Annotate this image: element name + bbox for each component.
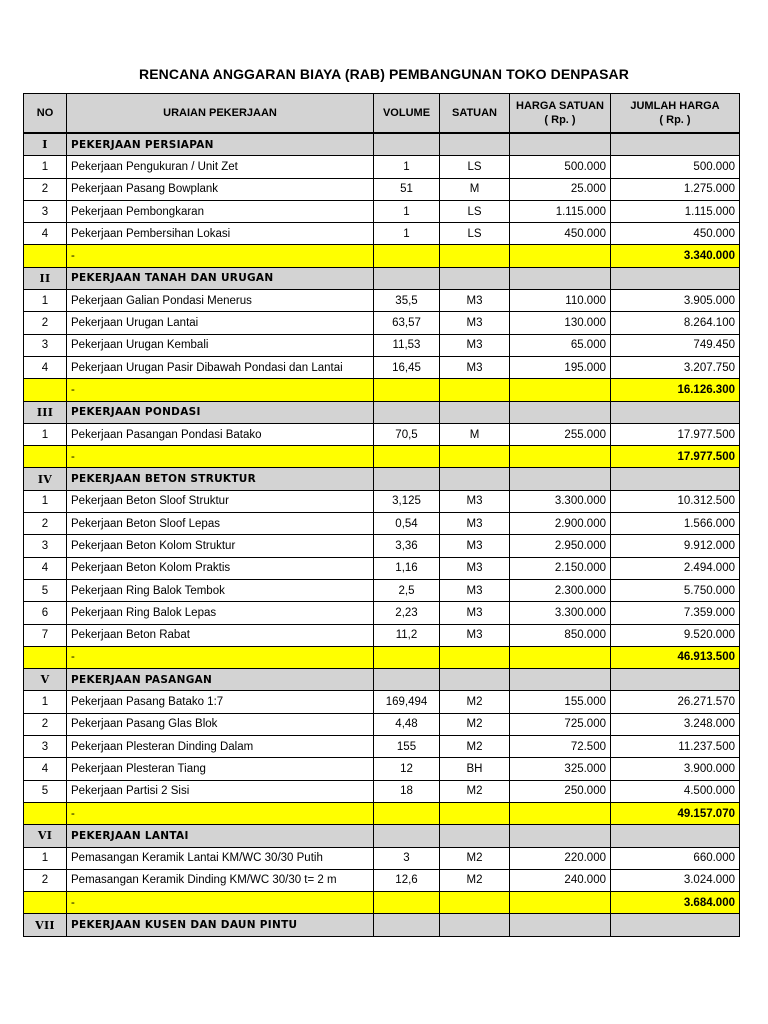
- section-title: PEKERJAAN BETON STRUKTUR: [67, 468, 374, 490]
- item-number: 3: [24, 535, 67, 557]
- item-volume: 12,6: [374, 869, 440, 891]
- table-row: [24, 624, 740, 646]
- section-jumlah-cell: [611, 669, 740, 691]
- section-title: PEKERJAAN LANTAI: [67, 825, 374, 847]
- section-harga-cell: [510, 669, 611, 691]
- item-unit-price: 240.000: [510, 869, 611, 891]
- table-row: [24, 490, 740, 512]
- subtotal-volume-cell: [374, 245, 440, 267]
- header-harga-satuan-label: HARGA SATUAN: [516, 100, 604, 112]
- subtotal-harga-cell: [510, 379, 611, 401]
- item-number: 1: [24, 156, 67, 178]
- item-unit-price: 130.000: [510, 312, 611, 334]
- subtotal-row: [24, 892, 740, 914]
- item-total-price: 3.905.000: [611, 290, 740, 312]
- item-unit-price: 850.000: [510, 624, 611, 646]
- header-no: NO: [24, 94, 67, 134]
- table-row: [24, 736, 740, 758]
- section-harga-cell: [510, 468, 611, 490]
- item-total-price: 450.000: [611, 223, 740, 245]
- section-satuan-cell: [440, 914, 510, 936]
- item-unit: M2: [440, 736, 510, 758]
- item-volume: 1,16: [374, 557, 440, 579]
- item-description: Pekerjaan Plesteran Tiang: [67, 758, 374, 780]
- item-volume: 12: [374, 758, 440, 780]
- section-volume-cell: [374, 133, 440, 156]
- subtotal-harga-cell: [510, 245, 611, 267]
- item-unit-price: 725.000: [510, 713, 611, 735]
- subtotal-satuan-cell: [440, 379, 510, 401]
- item-volume: 3,36: [374, 535, 440, 557]
- section-satuan-cell: [440, 468, 510, 490]
- table-row: [24, 780, 740, 802]
- item-description: Pekerjaan Beton Sloof Struktur: [67, 490, 374, 512]
- section-row: [24, 914, 740, 936]
- item-unit-price: 220.000: [510, 847, 611, 869]
- subtotal-label: -: [67, 802, 374, 824]
- item-volume: 4,48: [374, 713, 440, 735]
- item-unit: M3: [440, 356, 510, 378]
- item-total-price: 7.359.000: [611, 602, 740, 624]
- section-row: [24, 401, 740, 423]
- section-row: [24, 669, 740, 691]
- header-volume: VOLUME: [374, 94, 440, 134]
- table-row: [24, 535, 740, 557]
- subtotal-no-cell: [24, 802, 67, 824]
- item-unit-price: 3.300.000: [510, 490, 611, 512]
- section-harga-cell: [510, 825, 611, 847]
- section-number: III: [24, 401, 67, 423]
- section-jumlah-cell: [611, 468, 740, 490]
- item-unit-price: 1.115.000: [510, 200, 611, 222]
- section-number: II: [24, 267, 67, 289]
- item-volume: 2,23: [374, 602, 440, 624]
- item-description: Pekerjaan Beton Kolom Praktis: [67, 557, 374, 579]
- item-number: 1: [24, 423, 67, 445]
- subtotal-satuan-cell: [440, 646, 510, 668]
- item-unit: M2: [440, 780, 510, 802]
- section-satuan-cell: [440, 669, 510, 691]
- section-harga-cell: [510, 267, 611, 289]
- section-number: VII: [24, 914, 67, 936]
- table-header-row: [24, 94, 740, 134]
- item-description: Pekerjaan Urugan Kembali: [67, 334, 374, 356]
- item-unit: M3: [440, 624, 510, 646]
- item-number: 7: [24, 624, 67, 646]
- section-title: PEKERJAAN KUSEN DAN DAUN PINTU: [67, 914, 374, 936]
- item-total-price: 2.494.000: [611, 557, 740, 579]
- section-satuan-cell: [440, 825, 510, 847]
- subtotal-amount: 3.340.000: [611, 245, 740, 267]
- section-title: PEKERJAAN TANAH DAN URUGAN: [67, 267, 374, 289]
- section-title: PEKERJAAN PASANGAN: [67, 669, 374, 691]
- subtotal-satuan-cell: [440, 802, 510, 824]
- item-total-price: 749.450: [611, 334, 740, 356]
- item-unit-price: 25.000: [510, 178, 611, 200]
- item-description: Pekerjaan Pembongkaran: [67, 200, 374, 222]
- item-unit-price: 3.300.000: [510, 602, 611, 624]
- item-description: Pekerjaan Plesteran Dinding Dalam: [67, 736, 374, 758]
- item-number: 3: [24, 736, 67, 758]
- item-unit-price: 255.000: [510, 423, 611, 445]
- table-row: [24, 758, 740, 780]
- item-total-price: 660.000: [611, 847, 740, 869]
- item-volume: 70,5: [374, 423, 440, 445]
- subtotal-volume-cell: [374, 802, 440, 824]
- item-unit: M2: [440, 869, 510, 891]
- section-row: [24, 133, 740, 156]
- item-number: 4: [24, 557, 67, 579]
- item-description: Pekerjaan Ring Balok Tembok: [67, 579, 374, 601]
- item-unit: M3: [440, 334, 510, 356]
- item-description: Pekerjaan Pasang Glas Blok: [67, 713, 374, 735]
- item-volume: 18: [374, 780, 440, 802]
- item-description: Pekerjaan Partisi 2 Sisi: [67, 780, 374, 802]
- item-unit: M2: [440, 713, 510, 735]
- item-total-price: 10.312.500: [611, 490, 740, 512]
- item-total-price: 5.750.000: [611, 579, 740, 601]
- item-unit-price: 155.000: [510, 691, 611, 713]
- item-total-price: 3.024.000: [611, 869, 740, 891]
- subtotal-amount: 46.913.500: [611, 646, 740, 668]
- item-total-price: 1.115.000: [611, 200, 740, 222]
- subtotal-volume-cell: [374, 892, 440, 914]
- item-total-price: 4.500.000: [611, 780, 740, 802]
- item-unit: M3: [440, 490, 510, 512]
- table-body: [24, 133, 740, 936]
- item-number: 5: [24, 780, 67, 802]
- subtotal-harga-cell: [510, 802, 611, 824]
- subtotal-volume-cell: [374, 379, 440, 401]
- item-volume: 2,5: [374, 579, 440, 601]
- item-volume: 51: [374, 178, 440, 200]
- section-row: [24, 267, 740, 289]
- subtotal-amount: 49.157.070: [611, 802, 740, 824]
- section-volume-cell: [374, 669, 440, 691]
- header-satuan: SATUAN: [440, 94, 510, 134]
- subtotal-harga-cell: [510, 892, 611, 914]
- item-unit: M2: [440, 847, 510, 869]
- item-unit-price: 450.000: [510, 223, 611, 245]
- subtotal-no-cell: [24, 446, 67, 468]
- item-number: 2: [24, 513, 67, 535]
- rab-table: [23, 93, 740, 937]
- item-description: Pekerjaan Galian Pondasi Menerus: [67, 290, 374, 312]
- item-unit: LS: [440, 156, 510, 178]
- item-total-price: 1.566.000: [611, 513, 740, 535]
- subtotal-label: -: [67, 892, 374, 914]
- item-volume: 1: [374, 223, 440, 245]
- item-number: 3: [24, 200, 67, 222]
- item-unit: M2: [440, 691, 510, 713]
- item-volume: 35,5: [374, 290, 440, 312]
- subtotal-amount: 17.977.500: [611, 446, 740, 468]
- item-number: 4: [24, 223, 67, 245]
- subtotal-no-cell: [24, 245, 67, 267]
- section-jumlah-cell: [611, 133, 740, 156]
- subtotal-row: [24, 646, 740, 668]
- item-number: 1: [24, 290, 67, 312]
- item-description: Pekerjaan Pasang Bowplank: [67, 178, 374, 200]
- section-number: VI: [24, 825, 67, 847]
- header-uraian: URAIAN PEKERJAAN: [67, 94, 374, 134]
- table-row: [24, 334, 740, 356]
- item-unit-price: 110.000: [510, 290, 611, 312]
- table-row: [24, 156, 740, 178]
- table-row: [24, 869, 740, 891]
- subtotal-satuan-cell: [440, 892, 510, 914]
- table-row: [24, 513, 740, 535]
- item-unit: M: [440, 178, 510, 200]
- item-description: Pemasangan Keramik Lantai KM/WC 30/30 Putih: [67, 847, 374, 869]
- item-volume: 0,54: [374, 513, 440, 535]
- item-volume: 11,53: [374, 334, 440, 356]
- item-total-price: 1.275.000: [611, 178, 740, 200]
- section-harga-cell: [510, 401, 611, 423]
- header-jumlah-harga: [611, 94, 740, 134]
- section-jumlah-cell: [611, 825, 740, 847]
- item-unit-price: 325.000: [510, 758, 611, 780]
- item-number: 2: [24, 178, 67, 200]
- section-jumlah-cell: [611, 267, 740, 289]
- subtotal-label: -: [67, 379, 374, 401]
- item-total-price: 500.000: [611, 156, 740, 178]
- item-unit: M3: [440, 290, 510, 312]
- item-unit-price: 2.150.000: [510, 557, 611, 579]
- item-total-price: 17.977.500: [611, 423, 740, 445]
- section-row: [24, 825, 740, 847]
- subtotal-volume-cell: [374, 646, 440, 668]
- item-unit: LS: [440, 200, 510, 222]
- item-total-price: 3.248.000: [611, 713, 740, 735]
- header-jumlah-harga-label: JUMLAH HARGA: [630, 100, 720, 112]
- section-number: IV: [24, 468, 67, 490]
- item-total-price: 26.271.570: [611, 691, 740, 713]
- item-description: Pekerjaan Ring Balok Lepas: [67, 602, 374, 624]
- item-total-price: 3.207.750: [611, 356, 740, 378]
- section-title: PEKERJAAN PERSIAPAN: [67, 133, 374, 156]
- section-harga-cell: [510, 133, 611, 156]
- item-unit: M3: [440, 535, 510, 557]
- subtotal-label: -: [67, 646, 374, 668]
- table-row: [24, 847, 740, 869]
- item-total-price: 3.900.000: [611, 758, 740, 780]
- section-volume-cell: [374, 825, 440, 847]
- section-jumlah-cell: [611, 914, 740, 936]
- subtotal-row: [24, 802, 740, 824]
- subtotal-satuan-cell: [440, 446, 510, 468]
- item-volume: 16,45: [374, 356, 440, 378]
- subtotal-harga-cell: [510, 446, 611, 468]
- item-volume: 1: [374, 200, 440, 222]
- item-unit: LS: [440, 223, 510, 245]
- item-total-price: 9.912.000: [611, 535, 740, 557]
- subtotal-amount: 16.126.300: [611, 379, 740, 401]
- section-volume-cell: [374, 401, 440, 423]
- item-number: 3: [24, 334, 67, 356]
- table-row: [24, 713, 740, 735]
- section-satuan-cell: [440, 267, 510, 289]
- section-number: V: [24, 669, 67, 691]
- item-description: Pekerjaan Urugan Pasir Dibawah Pondasi dan Lantai: [67, 356, 374, 378]
- subtotal-no-cell: [24, 646, 67, 668]
- table-row: [24, 223, 740, 245]
- subtotal-no-cell: [24, 379, 67, 401]
- item-volume: 1: [374, 156, 440, 178]
- table-row: [24, 312, 740, 334]
- table-row: [24, 290, 740, 312]
- item-description: Pemasangan Keramik Dinding KM/WC 30/30 t= 2 m: [67, 869, 374, 891]
- item-volume: 3: [374, 847, 440, 869]
- section-satuan-cell: [440, 401, 510, 423]
- subtotal-no-cell: [24, 892, 67, 914]
- item-number: 2: [24, 713, 67, 735]
- table-row: [24, 602, 740, 624]
- subtotal-label: -: [67, 245, 374, 267]
- item-description: Pekerjaan Pembersihan Lokasi: [67, 223, 374, 245]
- page-title: RENCANA ANGGARAN BIAYA (RAB) PEMBANGUNAN TOKO DENPASAR: [139, 66, 629, 82]
- table-row: [24, 423, 740, 445]
- subtotal-amount: 3.684.000: [611, 892, 740, 914]
- item-unit-price: 2.300.000: [510, 579, 611, 601]
- item-description: Pekerjaan Pasang Batako 1:7: [67, 691, 374, 713]
- table-row: [24, 691, 740, 713]
- item-unit-price: 65.000: [510, 334, 611, 356]
- item-number: 4: [24, 758, 67, 780]
- table-row: [24, 579, 740, 601]
- section-number: I: [24, 133, 67, 156]
- item-unit: M3: [440, 513, 510, 535]
- item-number: 1: [24, 691, 67, 713]
- section-volume-cell: [374, 267, 440, 289]
- item-description: Pekerjaan Beton Rabat: [67, 624, 374, 646]
- section-jumlah-cell: [611, 401, 740, 423]
- subtotal-satuan-cell: [440, 245, 510, 267]
- item-number: 1: [24, 490, 67, 512]
- section-row: [24, 468, 740, 490]
- item-number: 2: [24, 312, 67, 334]
- header-harga-satuan: [510, 94, 611, 134]
- item-volume: 3,125: [374, 490, 440, 512]
- item-total-price: 9.520.000: [611, 624, 740, 646]
- item-volume: 63,57: [374, 312, 440, 334]
- header-jumlah-harga-unit: ( Rp. ): [659, 114, 691, 126]
- item-total-price: 8.264.100: [611, 312, 740, 334]
- header-harga-satuan-unit: ( Rp. ): [544, 114, 576, 126]
- item-description: Pekerjaan Pengukuran / Unit Zet: [67, 156, 374, 178]
- section-harga-cell: [510, 914, 611, 936]
- item-description: Pekerjaan Pasangan Pondasi Batako: [67, 423, 374, 445]
- section-title: PEKERJAAN PONDASI: [67, 401, 374, 423]
- subtotal-row: [24, 446, 740, 468]
- item-volume: 169,494: [374, 691, 440, 713]
- item-description: Pekerjaan Beton Kolom Struktur: [67, 535, 374, 557]
- subtotal-volume-cell: [374, 446, 440, 468]
- table-row: [24, 200, 740, 222]
- item-unit: M3: [440, 579, 510, 601]
- table-row: [24, 557, 740, 579]
- item-unit-price: 2.900.000: [510, 513, 611, 535]
- section-volume-cell: [374, 468, 440, 490]
- item-number: 5: [24, 579, 67, 601]
- subtotal-label: -: [67, 446, 374, 468]
- item-unit: BH: [440, 758, 510, 780]
- item-unit: M3: [440, 602, 510, 624]
- item-volume: 11,2: [374, 624, 440, 646]
- table-row: [24, 356, 740, 378]
- section-volume-cell: [374, 914, 440, 936]
- item-number: 4: [24, 356, 67, 378]
- item-unit-price: 195.000: [510, 356, 611, 378]
- item-unit: M3: [440, 312, 510, 334]
- item-number: 6: [24, 602, 67, 624]
- item-volume: 155: [374, 736, 440, 758]
- item-unit-price: 500.000: [510, 156, 611, 178]
- item-unit-price: 2.950.000: [510, 535, 611, 557]
- item-unit: M: [440, 423, 510, 445]
- section-satuan-cell: [440, 133, 510, 156]
- item-unit-price: 72.500: [510, 736, 611, 758]
- item-number: 2: [24, 869, 67, 891]
- subtotal-harga-cell: [510, 646, 611, 668]
- item-unit-price: 250.000: [510, 780, 611, 802]
- item-unit: M3: [440, 557, 510, 579]
- item-total-price: 11.237.500: [611, 736, 740, 758]
- item-description: Pekerjaan Urugan Lantai: [67, 312, 374, 334]
- subtotal-row: [24, 379, 740, 401]
- item-description: Pekerjaan Beton Sloof Lepas: [67, 513, 374, 535]
- item-number: 1: [24, 847, 67, 869]
- subtotal-row: [24, 245, 740, 267]
- table-row: [24, 178, 740, 200]
